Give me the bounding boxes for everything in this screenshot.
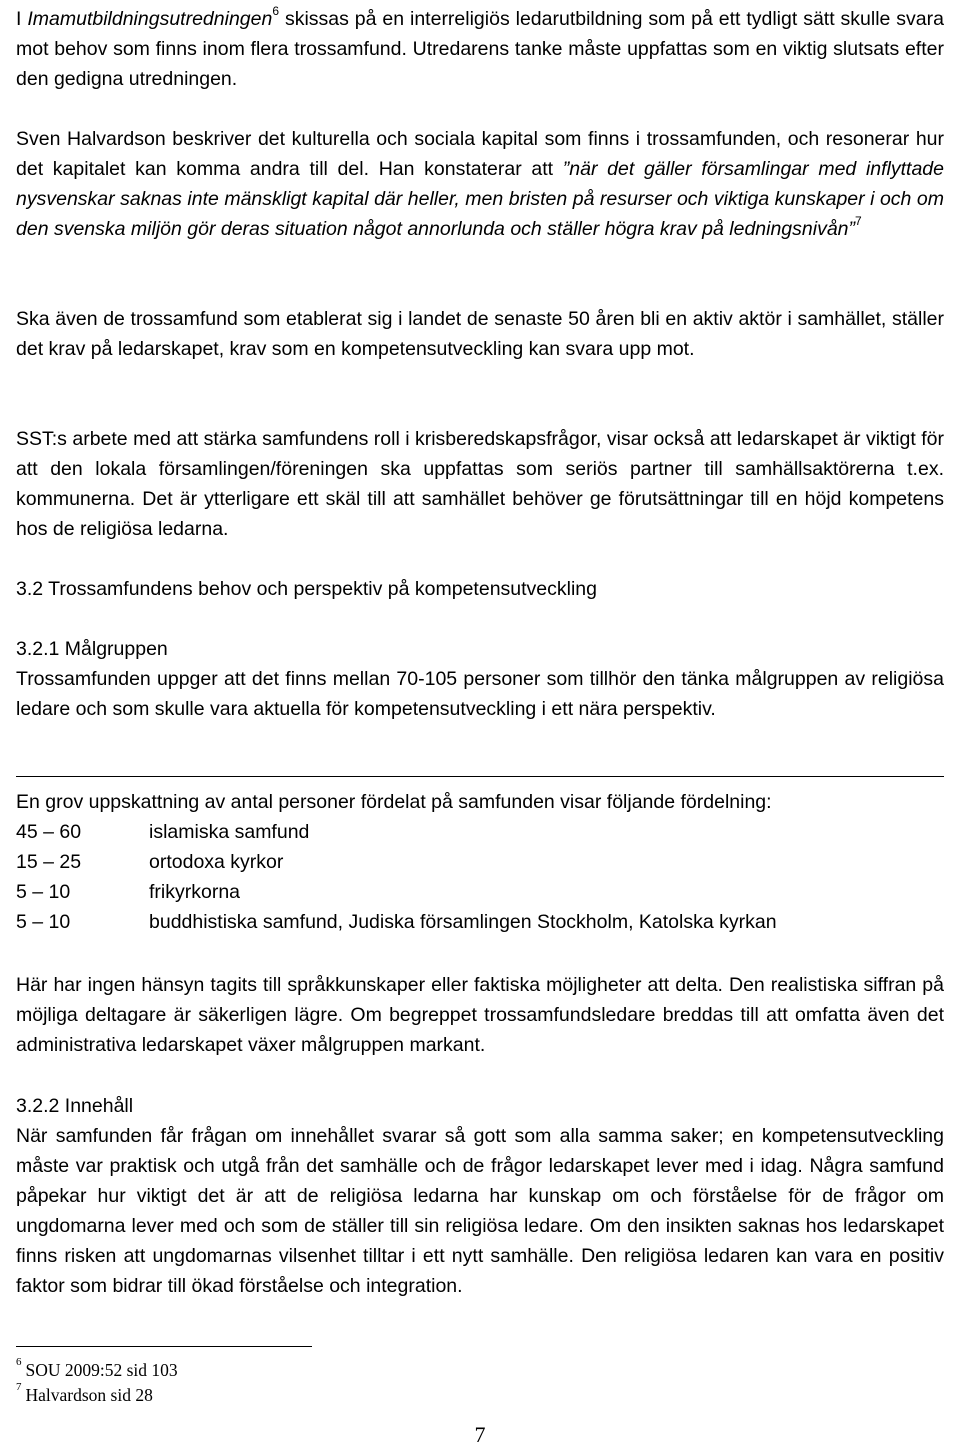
estimate-row [16, 877, 944, 907]
footnote-text: SOU 2009:52 sid 103 [25, 1360, 178, 1380]
estimate-range: 15 – 25 [16, 851, 82, 873]
estimate-group: islamiska samfund [149, 821, 310, 843]
paragraph-6 [16, 970, 944, 1060]
section-3-2-1 [16, 634, 944, 724]
footnote-ref-6[interactable]: 6 [272, 3, 280, 18]
page-number: 7 [474, 1422, 486, 1447]
paragraph-4-text: SST:s arbete med att stärka samfundens roll i krisberedskapsfrågor, visar också att ledarskapet är viktigt för att den lokala församlingen/föreningen ska uppfattas som seriös partner till samhällsaktörerna t.ex. kommunerna. Det är ytterligare ett skäl till att samhället behöver ge förutsättningar till en höjd kompetens hos de religiösa ledarna. [16, 428, 944, 540]
footnote-rule [16, 1346, 312, 1347]
footnote-text: Halvardson sid 28 [25, 1385, 153, 1405]
paragraph-1 [16, 4, 944, 94]
footnote-number: 6 [16, 1356, 22, 1369]
estimate-range: 5 – 10 [16, 881, 71, 903]
heading-3-2-text: 3.2 Trossamfundens behov och perspektiv på kompetensutveckling [16, 578, 598, 600]
footnote-number: 7 [16, 1381, 22, 1394]
footnote-ref-7[interactable]: 7 [855, 213, 862, 228]
estimate-divider [16, 776, 944, 777]
paragraph-6-text: Här har ingen hänsyn tagits till språkkunskaper eller faktiska möjligheter att delta. Den realistiska siffran på möjliga deltagare är säkerligen lägre. Om begreppet trossamfundsledare breddas till att omfatta även det administrativa ledarskapet växer målgruppen markant. [16, 974, 944, 1056]
estimate-row [16, 907, 944, 937]
estimate-intro: En grov uppskattning av antal personer fördelat på samfunden visar följande fördelning: [16, 791, 772, 813]
estimate-row [16, 847, 944, 877]
paragraph-7-text: När samfunden får frågan om innehållet svarar så gott som alla samma saker; en kompetensutveckling måste var praktisk och utgå från det samhälle och de frågor ledarskapet lever med i idag. Några samfund påpekar hur viktigt det är att de religiösa ledarna har kunskap om och förståelse för de frågor om ungdomarna lever med och som de ställer till sin religiösa ledare. Om den insikten saknas hos ledarskapet finns risken att ungdomarnas vilsenhet tilltar i ett nytt samhälle. Den religiösa ledaren kan vara en positiv faktor som bidrar till ökad förståelse och integration. [16, 1125, 944, 1297]
paragraph-2-quote: ”när det gäller församlingar med inflyttade nysvenskar saknas inte mänskligt kapital där heller, men bristen på resurser och viktiga kunskaper i och om den svenska miljön gör deras situation något annorlunda och ställer högra krav på ledningsnivån” [16, 158, 944, 240]
estimate-table [16, 787, 944, 937]
estimate-range: 45 – 60 [16, 821, 82, 843]
heading-3-2-2-text: 3.2.2 Innehåll [16, 1095, 134, 1117]
footnote-7 [16, 1383, 153, 1407]
footnote-6 [16, 1358, 178, 1382]
paragraph-5-text: Trossamfunden uppger att det finns mellan 70-105 personer som tillhör den tänka målgruppen av religiösa ledare och som skulle vara aktuella för kompetensutveckling i ett nära perspektiv. [16, 668, 944, 720]
section-3-2-2 [16, 1091, 944, 1301]
estimate-group: buddhistiska samfund, Judiska församlingen Stockholm, Katolska kyrkan [149, 911, 777, 933]
estimate-row [16, 817, 944, 847]
heading-3-2-1-text: 3.2.1 Målgruppen [16, 638, 168, 660]
section-heading-3-2 [16, 574, 944, 604]
paragraph-1-text: skissas på en interreligiös ledarutbildning som på ett tydligt sätt skulle svara mot behov som finns inom flera trossamfund. Utredarens tanke måste uppfattas som en viktig slutsats efter den gedigna utredningen. [16, 8, 944, 90]
paragraph-3 [16, 304, 944, 364]
paragraph-2-text: Sven Halvardson beskriver det kulturella och sociala kapital som finns i trossamfunden, och resonerar hur det kapitalet kan komma andra till del. Han konstaterar att [16, 128, 944, 180]
report-title: Imamutbildningsutredningen [27, 8, 273, 30]
paragraph-4 [16, 424, 944, 544]
estimate-group: frikyrkorna [149, 881, 241, 903]
paragraph-1-prefix: I [16, 8, 22, 30]
paragraph-3-text: Ska även de trossamfund som etablerat sig i landet de senaste 50 åren bli en aktiv aktör i samhället, ställer det krav på ledarskapet, krav som en kompetensutveckling kan svara upp mot. [16, 308, 944, 360]
estimate-group: ortodoxa kyrkor [149, 851, 284, 873]
estimate-range: 5 – 10 [16, 911, 71, 933]
paragraph-2 [16, 124, 944, 244]
